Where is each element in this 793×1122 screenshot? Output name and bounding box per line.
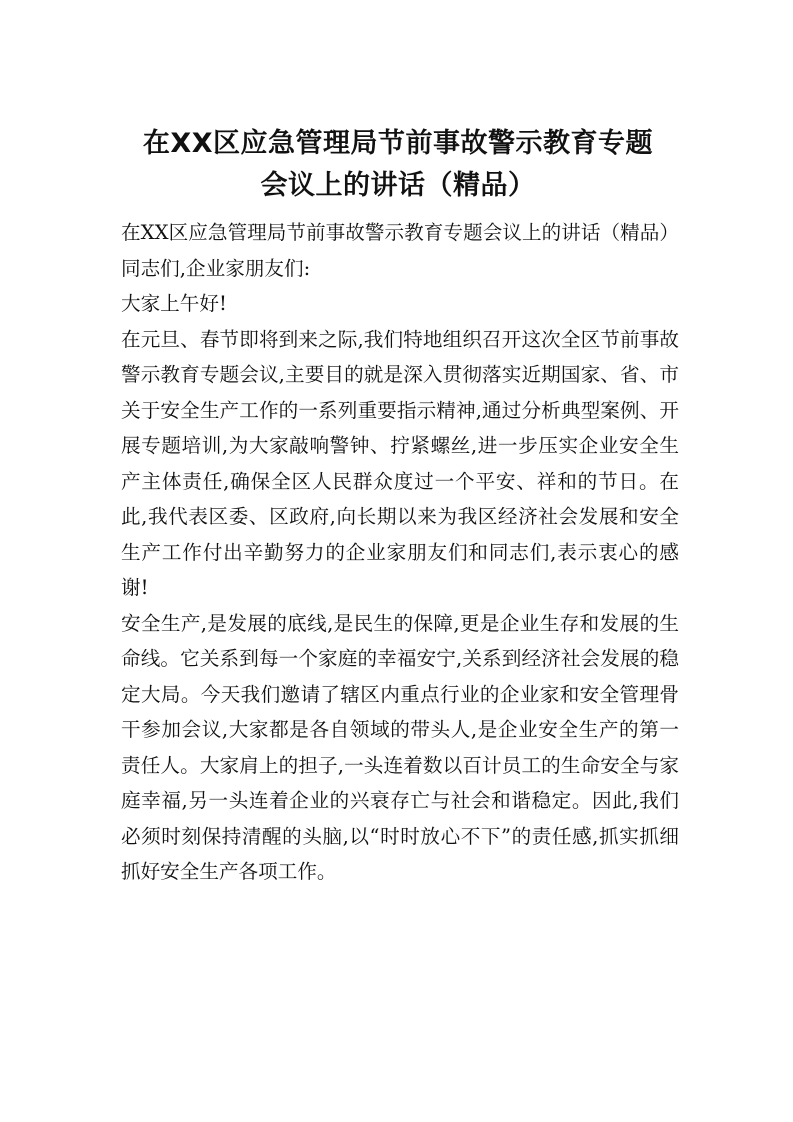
paragraph-safety: 安全生产,是发展的底线,是民生的保障,更是企业生存和发展的生命线。它关系到每一个家庭的幸福安宁,关系到经济社会发展的稳定大局。今天我们邀请了辖区内重点行业的企业家和安全管理骨干参加会议,大家都是各自领域的带头人,是企业安全生产的第一责任人。大家肩上的担子,一头连着数以百计员工的生命安全与家庭幸福,另一头连着企业的兴衰存亡与社会和谐稳定。因此,我们必须时刻保持清醒的头脑,以“时时放心不下”的责任感,抓实抓细抓好安全生产各项工作。 xyxy=(121,611,679,883)
paragraph-greeting: 大家上午好! xyxy=(121,292,227,315)
document-title-line-2: 会议上的讲话（精品） xyxy=(260,170,536,201)
paragraph-purpose: 在元旦、春节即将到来之际,我们特地组织召开这次全区节前事故警示教育专题会议,主要目的就是深入贯彻落实近期国家、省、市关于安全生产工作的一系列重要指示精神,通过分析典型案例、开展专题培训,为大家敲响警钟、拧紧螺丝,进一步压实企业安全生产主体责任,确保全区人民群众度过一个平安、祥和的节日。在此,我代表区委、区政府,向长期以来为我区经济社会发展和安全生产工作付出辛勤努力的企业家朋友们和同志们,表示衷心的感谢! xyxy=(121,327,679,599)
document-body xyxy=(121,215,679,890)
paragraph-opening: 在XX区应急管理局节前事故警示教育专题会议上的讲话（精品）同志们,企业家朋友们: xyxy=(121,221,679,280)
document-title-line-1: 在XX区应急管理局节前事故警示教育专题 xyxy=(142,128,654,159)
